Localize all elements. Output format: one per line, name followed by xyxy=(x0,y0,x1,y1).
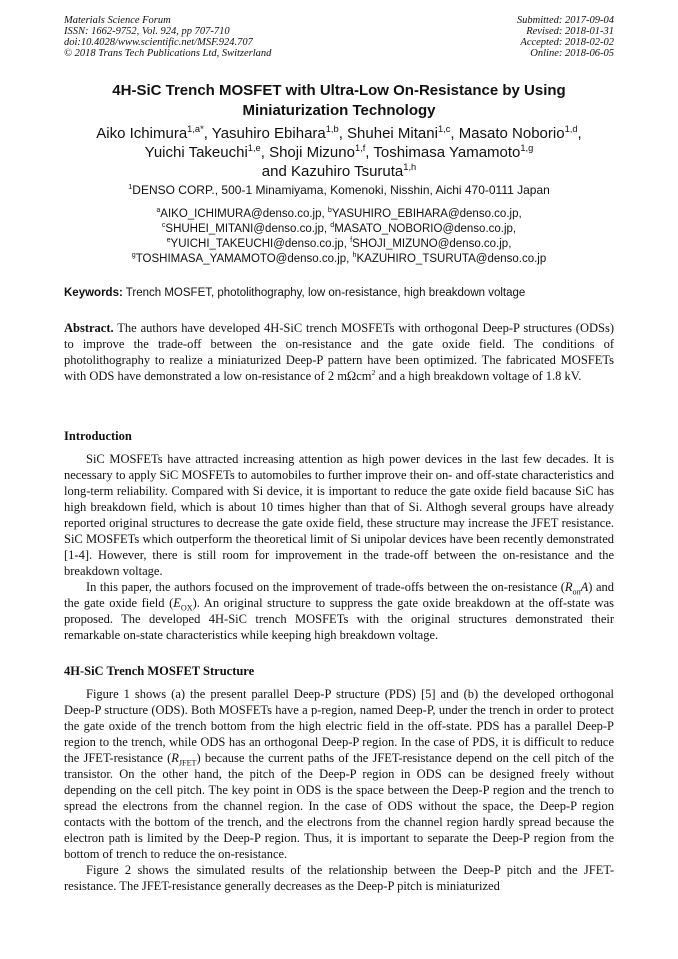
introduction-body xyxy=(64,451,614,643)
author-affil: 1,g xyxy=(520,143,534,153)
keywords-text: Trench MOSFET, photolithography, low on-resistance, high breakdown voltage xyxy=(122,287,526,299)
journal-copyright: © 2018 Trans Tech Publications Ltd, Switzerland xyxy=(64,48,272,59)
keywords xyxy=(64,286,614,301)
email-address: KAZUHIRO_TSURUTA@denso.co.jp xyxy=(356,253,547,265)
email-line xyxy=(64,252,614,267)
symbol: R xyxy=(171,751,179,765)
author-sep: , xyxy=(260,144,270,161)
author-sep: , xyxy=(338,125,348,142)
email-marker: a xyxy=(156,206,161,215)
author-affil: 1,c xyxy=(437,124,451,134)
author-sep: , xyxy=(577,125,582,142)
author-name: Kazuhiro Tsuruta xyxy=(290,163,404,180)
author-name: Aiko Ichimura xyxy=(96,125,188,142)
affiliation-text: DENSO CORP., 500-1 Minamiyama, Komenoki, Nisshin, Aichi 470-0111 Japan xyxy=(132,183,550,197)
publication-dates xyxy=(517,15,614,59)
journal-doi: doi:10.4028/www.scientific.net/MSF.924.707 xyxy=(64,37,253,48)
email-address: YUICHI_TAKEUCHI@denso.co.jp, xyxy=(170,238,351,250)
author-name: Yasuhiro Ebihara xyxy=(211,125,326,142)
journal-issn: ISSN: 1662-9752, Vol. 924, pp 707-710 xyxy=(64,26,230,37)
affiliation-number: 1 xyxy=(128,182,133,191)
email-marker: c xyxy=(161,221,166,230)
author-affil: 1,a* xyxy=(187,124,204,134)
keywords-label: Keywords: xyxy=(64,287,123,299)
author-affil: 1,d xyxy=(564,124,578,134)
date-online: Online: 2018-06-05 xyxy=(530,48,614,59)
author-name: Shuhei Mitani xyxy=(347,125,438,142)
date-accepted: Accepted: 2018-02-02 xyxy=(520,37,614,48)
email-address: SHOJI_MIZUNO@denso.co.jp, xyxy=(352,238,512,250)
email-address: YASUHIRO_EBIHARA@denso.co.jp, xyxy=(331,208,522,220)
symbol: E xyxy=(173,596,181,610)
email-line xyxy=(64,207,614,222)
text: ) because the current paths of the JFET-resistance depend on the cell pitch of the transistor. On the other hand, the pitch of the Deep-P region in ODS can be designed freely without depending on the cell pitch. The key point in ODS is the space between the Deep-P region and the trench to spread the electrons from the channel region. In the case of ODS without the space, the Deep-P region contacts with the bottom of the trench, and the electrons from the channel region hardly spread because the electron path is limited by the Deep-P region. Thus, it is important to separate the Deep-P region from the bottom of trench to reduce the on-resistance. xyxy=(64,751,614,861)
author-affil: 1,f xyxy=(354,143,366,153)
author-sep: , xyxy=(450,125,459,142)
email-address: TOSHIMASA_YAMAMOTO@denso.co.jp, xyxy=(135,253,353,265)
email-line xyxy=(64,222,614,237)
author-sep: , xyxy=(203,125,212,142)
email-address: MASATO_NOBORIO@denso.co.jp, xyxy=(334,223,517,235)
author-name: Yuichi Takeuchi xyxy=(144,144,248,161)
email-marker: d xyxy=(330,221,335,230)
author-line xyxy=(64,162,614,181)
author-affil: 1,e xyxy=(247,143,261,153)
author-affil: 1,h xyxy=(403,162,417,172)
abstract-text: and a high breakdown voltage of 1.8 kV. xyxy=(375,369,582,383)
journal-name: Materials Science Forum xyxy=(64,15,171,26)
paragraph: SiC MOSFETs have attracted increasing attention as high power devices in the last few decades. It is necessary to apply SiC MOSFETs to automobiles to further improve their on- and off-state characteristics and long-term reliability. Compared with Si device, it is important to reduce the gate oxide field bacause SiC has high breakdown field, which is about 10 times higher than that of Si. Althogh several groups have already reported original structures to decrease the gate oxide field, these structure may increase the JFET resistance. SiC MOSFETs which outperform the theoretical limit of Si unipolar devices have been recently demonstrated [1-4]. However, there is still room for improvement in the trade-off between the on-resistance and the breakdown voltage. xyxy=(64,452,614,578)
email-address: SHUHEI_MITANI@denso.co.jp, xyxy=(165,223,331,235)
email-list xyxy=(64,207,614,267)
symbol: R xyxy=(564,580,573,594)
subscript: on xyxy=(572,587,581,597)
date-submitted: Submitted: 2017-09-04 xyxy=(516,15,614,26)
symbol: A xyxy=(580,580,589,594)
author-and: and xyxy=(261,163,291,180)
email-marker: f xyxy=(350,236,353,245)
abstract-text: The authors have developed 4H-SiC trench MOSFETs with orthogonal Deep-P structures (ODSs) to improve the trade-off between the on-resistance and the gate oxide field. The conditions of photolithography to realize a miniaturized Deep-P pattern have been optimized. The fabricated MOSFETs with ODS have demonstrated a low on-resistance of 2 mΩcm xyxy=(64,321,614,383)
subscript: JFET xyxy=(178,758,197,768)
text: ) and the gate oxide field ( xyxy=(64,580,614,610)
email-marker: g xyxy=(131,251,136,260)
paragraph xyxy=(64,579,614,643)
text: In this paper, the authors focused on the improvement of trade-offs between the on-resistance ( xyxy=(86,580,565,594)
author-name: Toshimasa Yamamoto xyxy=(373,144,521,161)
abstract-label: Abstract. xyxy=(64,321,114,335)
author-affil: 1,b xyxy=(325,124,339,134)
section-heading-introduction: Introduction xyxy=(64,429,132,443)
date-revised: Revised: 2018-01-31 xyxy=(526,26,614,37)
paper-title: 4H-SiC Trench MOSFET with Ultra-Low On-Resistance by Using Miniaturization Technology xyxy=(112,82,566,119)
paragraph: Figure 2 shows the simulated results of the relationship between the Deep-P pitch and the JFET-resistance. The JFET-resistance generally decreases as the Deep-P pitch is miniaturized xyxy=(64,863,614,893)
author-line xyxy=(64,124,614,143)
section-heading-structure: 4H-SiC Trench MOSFET Structure xyxy=(64,664,255,678)
author-list xyxy=(64,124,614,181)
email-line xyxy=(64,237,614,252)
abstract-paragraph xyxy=(64,320,614,384)
author-name: Masato Noborio xyxy=(458,125,565,142)
text: Figure 1 shows (a) the present parallel Deep-P structure (PDS) [5] and (b) the developed orthogonal Deep-P structure (ODS). Both MOSFETs have a p-region, named Deep-P, under the trench in order to protect the gate oxide of the trench bottom from the high electric field in the off-state. PDS has a parallel Deep-P region to the trench, while ODS has an orthogonal Deep-P region. In the case of PDS, it is difficult to reduce the JFET-resistance ( xyxy=(64,687,614,765)
author-name: Shoji Mizuno xyxy=(269,144,355,161)
author-line xyxy=(64,143,614,162)
text: ). An original structure to suppress the gate oxide breakdown at the off-state was proposed. The developed 4H-SiC trench MOSFETs with the original structures demonstrated their remarkable on-state characteristics while keeping high breakdown voltage. xyxy=(64,596,614,642)
email-marker: b xyxy=(327,206,332,215)
email-address: AIKO_ICHIMURA@denso.co.jp, xyxy=(160,208,328,220)
author-sep: , xyxy=(365,144,374,161)
abstract xyxy=(64,320,614,384)
structure-body xyxy=(64,686,614,894)
journal-info xyxy=(64,15,271,59)
paragraph xyxy=(64,686,614,862)
subscript: OX xyxy=(180,603,193,613)
abstract-sup: 2 xyxy=(371,367,376,377)
email-marker: e xyxy=(166,236,171,245)
email-marker: h xyxy=(352,251,357,260)
affiliation xyxy=(64,183,614,198)
